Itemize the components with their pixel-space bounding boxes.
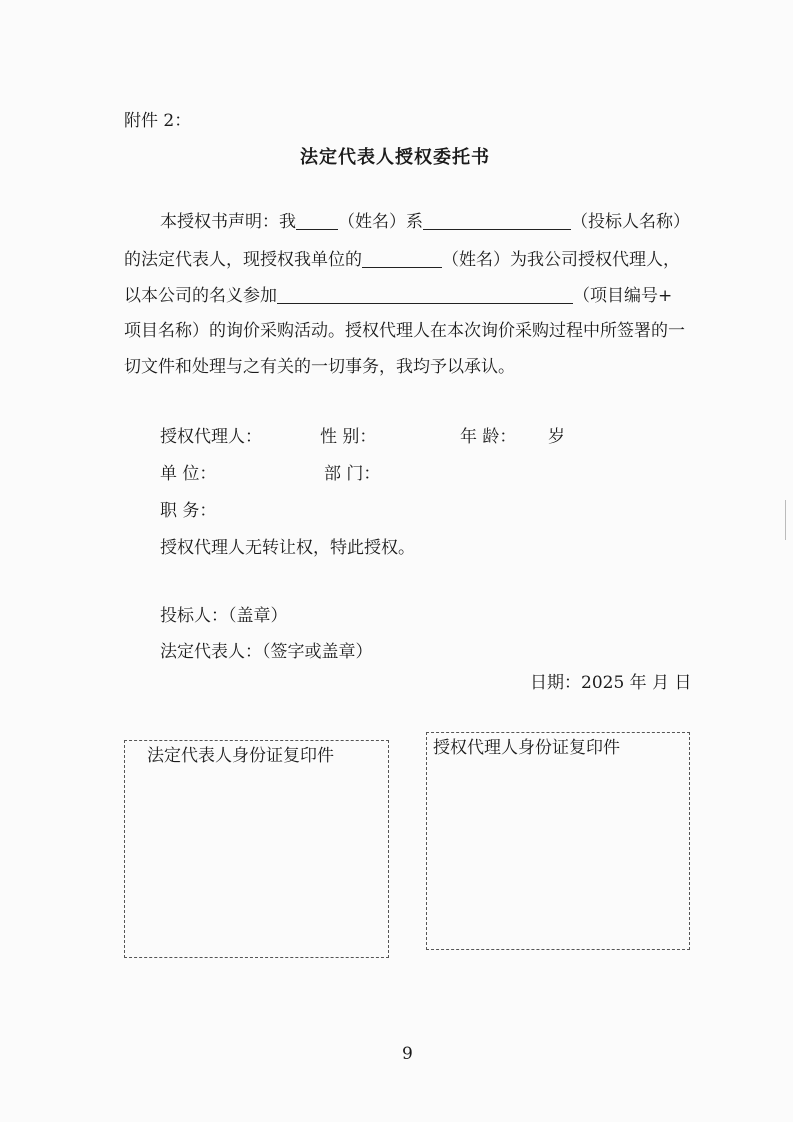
agent-id-box-label: 授权代理人身份证复印件 <box>433 738 620 758</box>
attachment-label: 附件 2： <box>124 111 192 131</box>
scan-edge-mark <box>785 500 786 540</box>
paragraph-line-3 <box>124 285 672 307</box>
page-number: 9 <box>402 1044 413 1064</box>
paragraph-line-1-b: （姓名）系 <box>338 212 423 232</box>
agent-field-label: 授权代理人： <box>160 427 262 447</box>
gender-field-label: 性 别： <box>320 427 377 447</box>
paragraph-line-2 <box>124 249 680 271</box>
legal-rep-id-box <box>124 740 389 958</box>
agent-name-blank <box>362 250 442 268</box>
document-title: 法定代表人授权委托书 <box>300 147 490 168</box>
paragraph-line-2-a: 的法定代表人，现授权我单位的 <box>124 250 362 270</box>
paragraph-line-3-a: 以本公司的名义参加 <box>124 286 277 306</box>
name-blank <box>296 212 338 230</box>
no-transfer-statement: 授权代理人无转让权，特此授权。 <box>160 538 415 558</box>
bidder-seal-label: 投标人：（盖章） <box>160 606 288 626</box>
position-field-label: 职 务： <box>160 501 217 521</box>
age-field-label: 年 龄： <box>460 427 517 447</box>
date-line: 日期：2025 年 月 日 <box>530 673 692 693</box>
paragraph-line-3-b: （项目编号+ <box>573 286 673 306</box>
age-unit: 岁 <box>548 427 565 447</box>
project-blank <box>277 286 573 304</box>
bidder-name-blank <box>423 212 571 230</box>
legal-rep-id-box-label: 法定代表人身份证复印件 <box>147 746 334 766</box>
paragraph-line-5: 切文件和处理与之有关的一切事务，我均予以承认。 <box>124 357 515 377</box>
paragraph-line-2-b: （姓名）为我公司授权代理人， <box>442 250 680 270</box>
agent-id-box <box>426 732 690 950</box>
paragraph-line-1-c: （投标人名称） <box>571 212 690 232</box>
unit-field-label: 单 位： <box>160 464 217 484</box>
paragraph-line-1 <box>160 211 690 233</box>
department-field-label: 部 门： <box>324 464 381 484</box>
paragraph-line-1-a: 本授权书声明：我 <box>160 212 296 232</box>
paragraph-line-4: 项目名称）的询价采购活动。授权代理人在本次询价采购过程中所签署的一 <box>124 321 685 341</box>
legal-rep-sign-label: 法定代表人：（签字或盖章） <box>160 642 373 662</box>
